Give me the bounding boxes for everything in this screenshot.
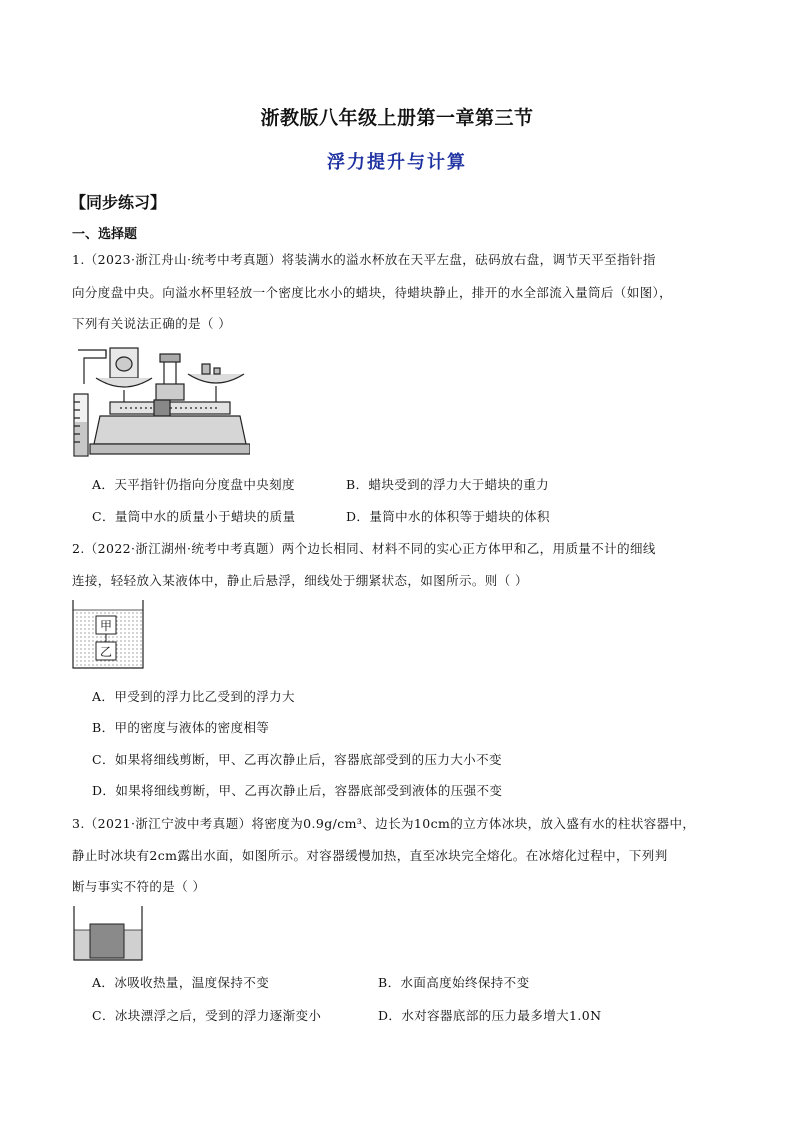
q1-option-b: B．蜡块受到的浮力大于蜡块的重力 (346, 477, 550, 492)
balance-figure (70, 344, 250, 460)
q3-option-c: C．冰块漂浮之后，受到的浮力逐渐变小 (92, 1008, 322, 1023)
q3-option-b: B．水面高度始终保持不变 (378, 975, 530, 990)
q2-option-d: D．如果将细线剪断，甲、乙再次静止后，容器底部受到液体的压强不变 (92, 783, 503, 798)
q2-option-a: A．甲受到的浮力比乙受到的浮力大 (92, 689, 295, 704)
page-subtitle: 浮力提升与计算 (327, 152, 467, 173)
block-yi-label: 乙 (99, 645, 112, 659)
q2-line-2: 连接，轻轻放入某液体中，静止后悬浮，细线处于绷紧状态，如图所示。则（ ） (72, 573, 528, 588)
q1-line-1: 1.（2023·浙江舟山·统考中考真题）将装满水的溢水杯放在天平左盘，砝码放右盘，调节天平至指针指 (72, 252, 656, 267)
q1-option-d: D．量筒中水的体积等于蜡块的体积 (346, 509, 550, 524)
page-title: 浙教版八年级上册第一章第三节 (260, 107, 534, 129)
q2-option-b: B．甲的密度与液体的密度相等 (92, 720, 270, 735)
section-heading: 【同步练习】 (70, 193, 167, 212)
q3-line-1: 3.（2021·浙江宁波中考真题）将密度为0.9g/cm³、边长为10cm的立方体冰块，放入盛有水的柱状容器中， (72, 816, 696, 831)
part-heading: 一、选择题 (72, 227, 138, 242)
q1-option-c: C．量筒中水的质量小于蜡块的质量 (92, 509, 296, 524)
q1-line-3: 下列有关说法正确的是（ ） (72, 316, 232, 331)
q3-line-2: 静止时冰块有2cm露出水面，如图所示。对容器缓慢加热，直至冰块完全熔化。在冰熔化过程中，下列判 (72, 848, 668, 863)
q3-option-d: D．水对容器底部的压力最多增大1.0N (378, 1008, 602, 1023)
q3-line-3: 断与事实不符的是（ ） (72, 879, 206, 894)
q2-option-c: C．如果将细线剪断，甲、乙再次静止后，容器底部受到的压力大小不变 (92, 752, 502, 767)
q1-option-a: A．天平指针仍指向分度盘中央刻度 (92, 477, 295, 492)
q2-line-1: 2.（2022·浙江湖州·统考中考真题）两个边长相同、材料不同的实心正方体甲和乙，用质量不计的细线 (72, 541, 656, 556)
block-jia-label: 甲 (99, 619, 112, 633)
q1-line-2: 向分度盘中央。向溢水杯里轻放一个密度比水小的蜡块，待蜡块静止，排开的水全部流入量筒后（如图）， (72, 285, 673, 300)
q3-option-a: A．冰吸收热量，温度保持不变 (92, 975, 270, 990)
ice-container-figure (72, 906, 144, 962)
